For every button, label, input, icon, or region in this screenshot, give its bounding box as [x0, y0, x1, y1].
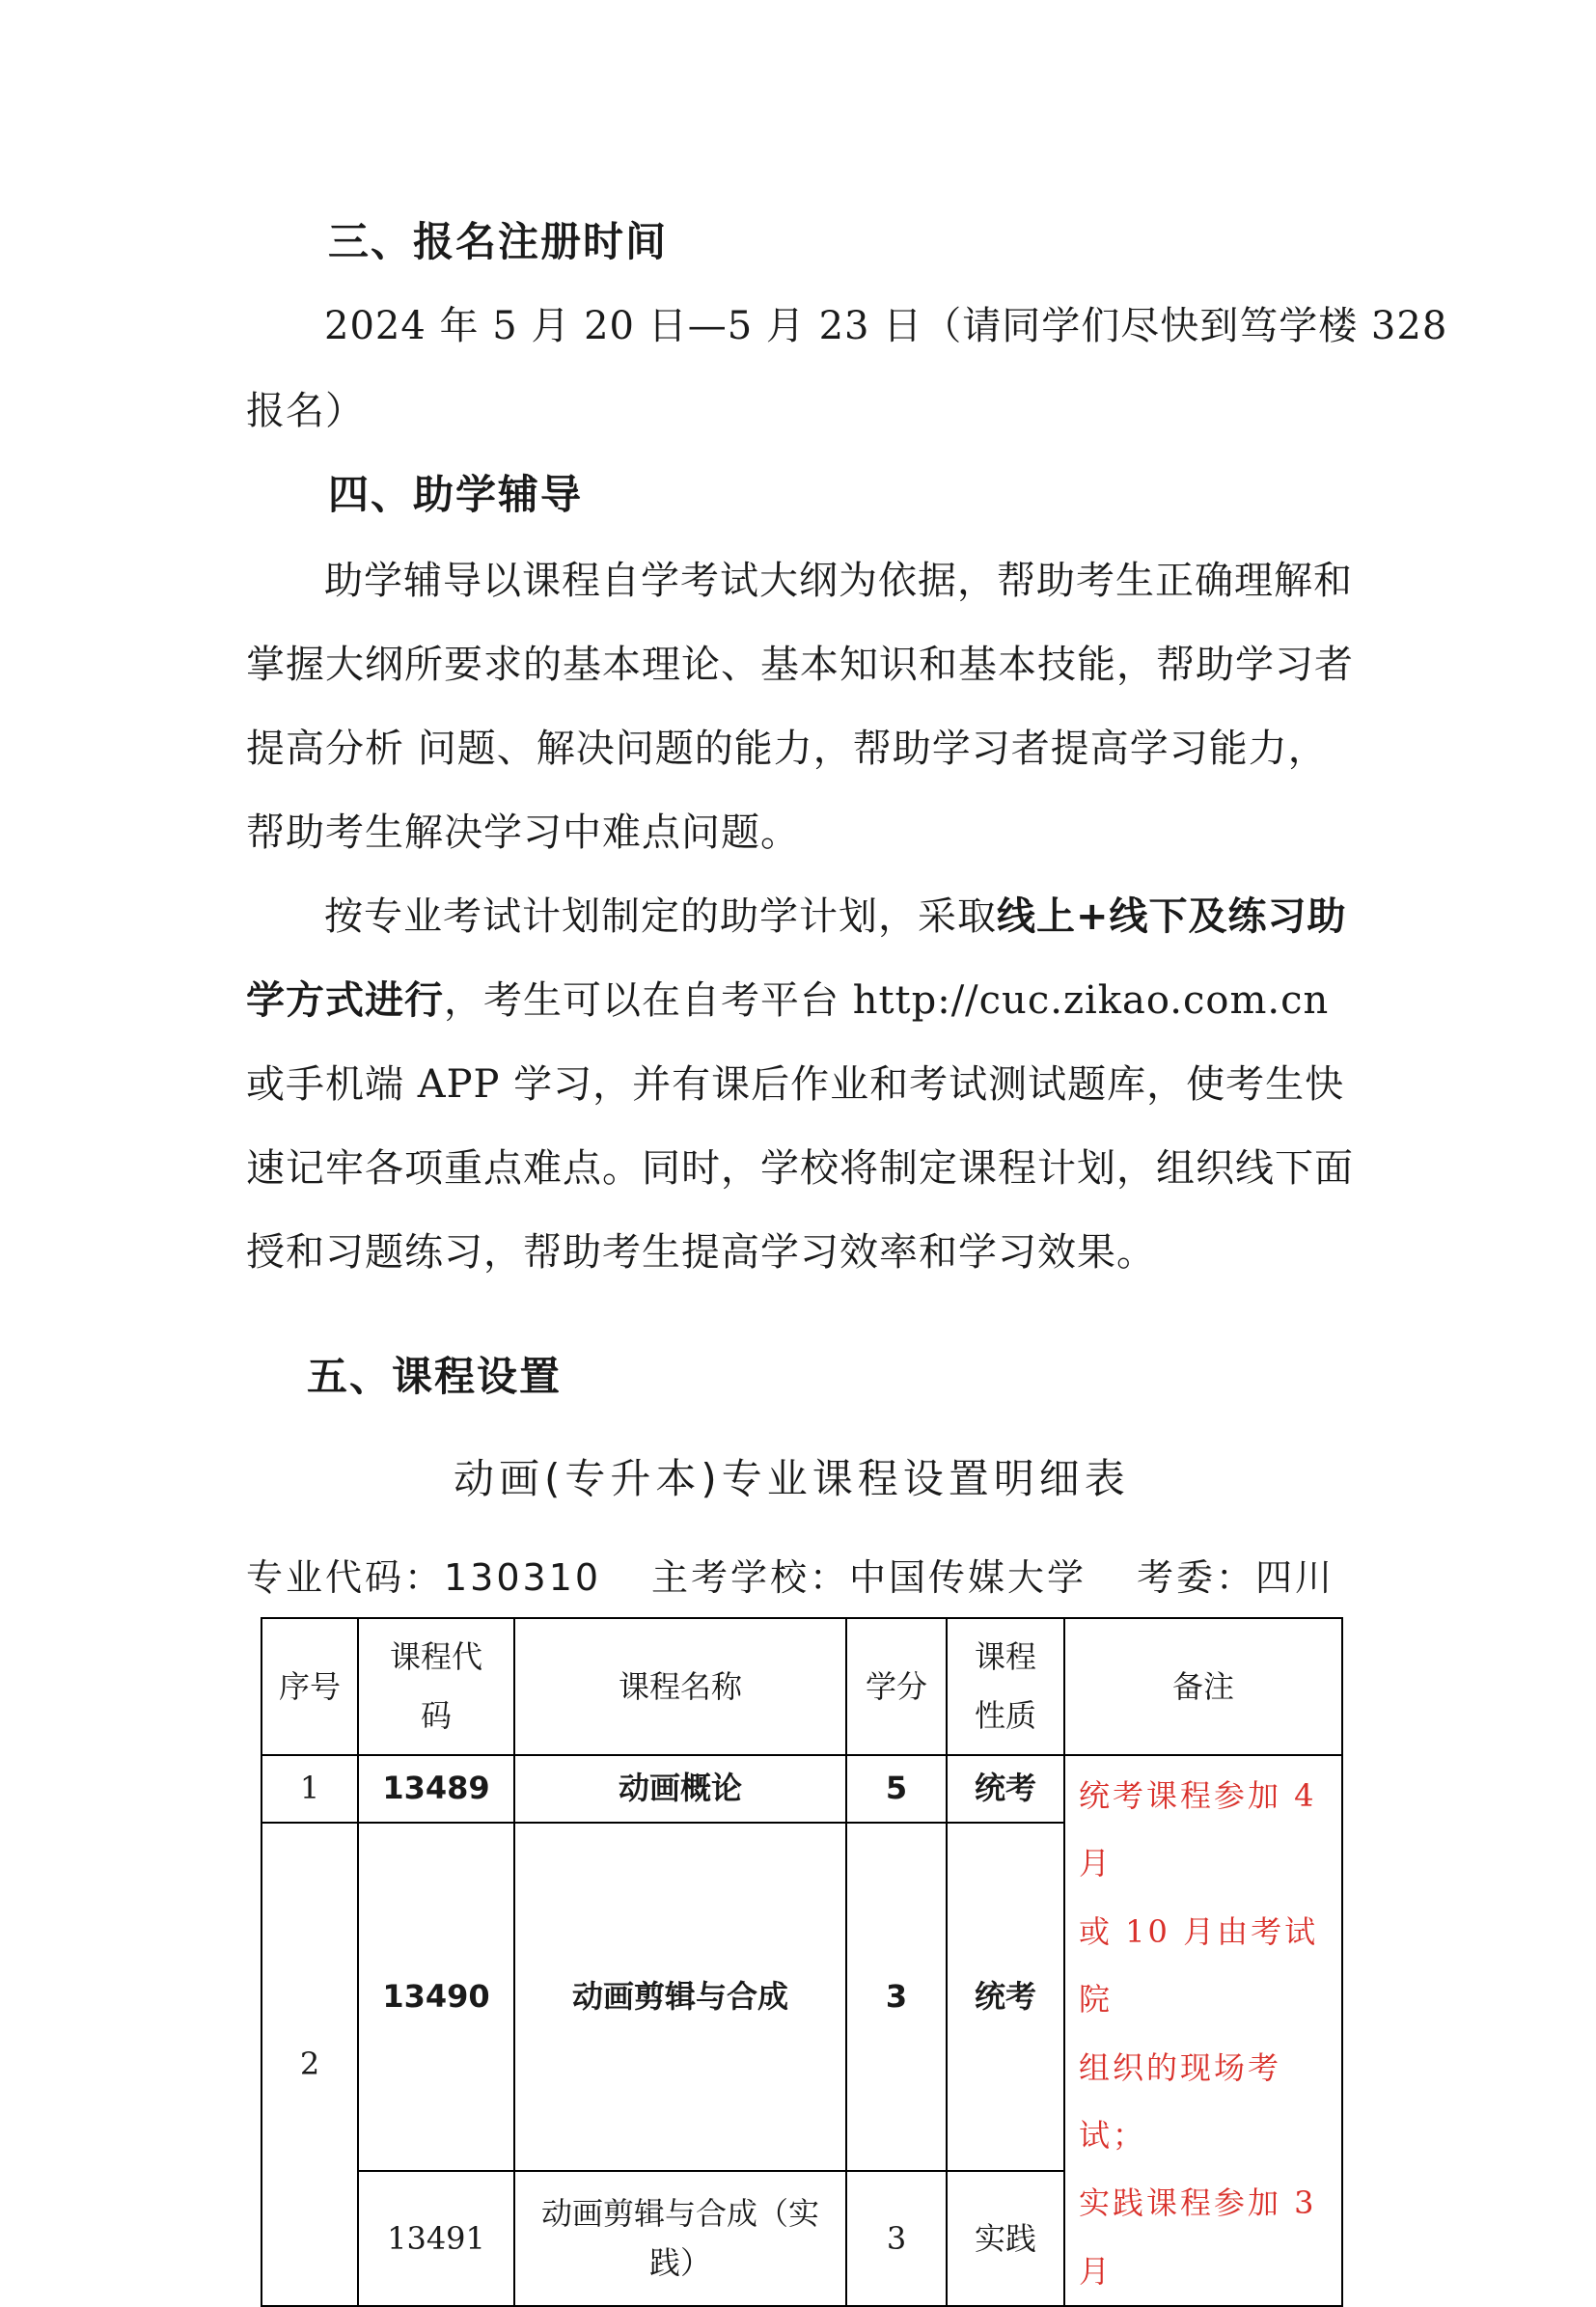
remark-line: 统考课程参加 4 月 — [1079, 1777, 1317, 1882]
row3-type: 实践 — [947, 2171, 1064, 2306]
table-row — [261, 1755, 1342, 1823]
header-note: 备注 — [1064, 1618, 1342, 1755]
tutoring-para1-line1: 助学辅导以课程自学考试大纲为依据，帮助考生正确理解和 — [324, 559, 1353, 603]
tutoring-para1-line3: 提高分析 问题、解决问题的能力，帮助学习者提高学习能力， — [246, 727, 1328, 771]
tutoring-para2-line1 — [324, 886, 1347, 941]
remark-line: 实践课程参加 3 月 — [1079, 2184, 1317, 2290]
row1-credit: 5 — [846, 1755, 947, 1823]
row1-name: 动画概论 — [514, 1755, 846, 1823]
row2-seq: 2 — [261, 1823, 358, 2306]
tutoring-para2-line2 — [246, 970, 1329, 1025]
row2-type: 统考 — [947, 1823, 1064, 2171]
tutoring-mode-emphasis-cont: 学方式进行 — [246, 978, 444, 1023]
exam-committee: 考委：四川 — [1137, 1556, 1335, 1599]
remark-line: 或 10 月由考试院 — [1079, 1912, 1319, 2019]
tutoring-para1-line2: 掌握大纲所要求的基本理论、基本知识和基本技能，帮助学习者 — [246, 643, 1354, 687]
tutoring-para2-line4: 速记牢各项重点难点。同时，学校将制定课程计划，组织线下面 — [246, 1146, 1354, 1191]
tutoring-para2-text: 按专业考试计划制定的助学计划，采取 — [324, 894, 997, 939]
row2-code: 13490 — [358, 1823, 514, 2171]
host-school: 主考学校：中国传媒大学 — [651, 1556, 1087, 1599]
remark-line: 组织的现场考试； — [1079, 2048, 1282, 2154]
row3-name: 动画剪辑与合成（实 践） — [514, 2171, 846, 2306]
header-name: 课程名称 — [514, 1618, 846, 1755]
remarks-cell — [1064, 1755, 1342, 2306]
registration-period-line1: 2024 年 5 月 20 日—5 月 23 日（请同学们尽快到笃学楼 328 — [324, 304, 1448, 348]
table-header-row — [261, 1618, 1342, 1755]
row3-code: 13491 — [358, 2171, 514, 2306]
header-type: 课程 性质 — [947, 1618, 1064, 1755]
registration-period-line2: 报名） — [246, 389, 365, 433]
section-4-heading: 四、助学辅导 — [328, 471, 584, 518]
tutoring-para1-line4: 帮助考生解决学习中难点问题。 — [246, 810, 800, 855]
course-table — [261, 1617, 1343, 2307]
row2-credit: 3 — [846, 1823, 947, 2171]
tutoring-mode-emphasis: 线上+线下及练习助 — [997, 894, 1347, 939]
header-seq: 序号 — [261, 1618, 358, 1755]
major-code: 专业代码：130310 — [246, 1556, 602, 1599]
row1-seq: 1 — [261, 1755, 358, 1823]
row2-name: 动画剪辑与合成 — [514, 1823, 846, 2171]
header-code: 课程代 码 — [358, 1618, 514, 1755]
row1-code: 13489 — [358, 1755, 514, 1823]
table-title: 动画(专升本)专业课程设置明细表 — [454, 1455, 1130, 1502]
row1-type: 统考 — [947, 1755, 1064, 1823]
section-5-heading: 五、课程设置 — [307, 1353, 563, 1400]
header-credit: 学分 — [846, 1618, 947, 1755]
tutoring-para2-line3: 或手机端 APP 学习，并有课后作业和考试测试题库，使考生快 — [246, 1062, 1345, 1107]
section-3-heading: 三、报名注册时间 — [328, 218, 669, 265]
platform-url-text: ，考生可以在自考平台 http://cuc.zikao.com.cn — [444, 978, 1330, 1023]
tutoring-para2-line5: 授和习题练习，帮助考生提高学习效率和学习效果。 — [246, 1230, 1156, 1275]
row3-credit: 3 — [846, 2171, 947, 2306]
